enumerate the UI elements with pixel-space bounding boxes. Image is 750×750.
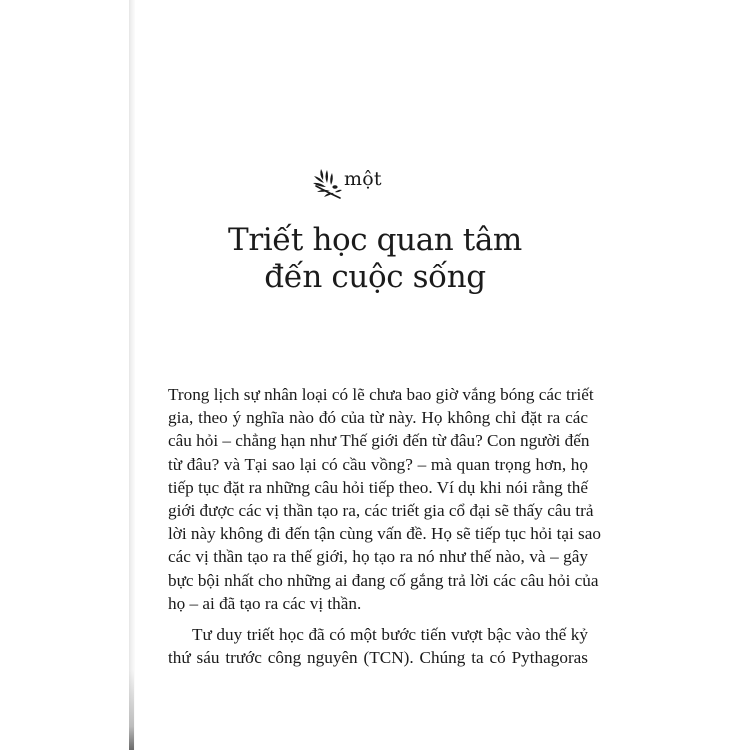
text-line: lời này không đi đến tận cùng vấn đề. Họ sẽ tiếp tục hỏi tại sao <box>168 524 601 544</box>
chapter-title-line-2: đến cuộc sống <box>264 259 486 295</box>
text-line: câu hỏi – chẳng hạn như Thế giới đến từ đâu? Con người đến <box>168 431 590 451</box>
text-line: bực bội nhất cho những ai đang cố gắng trả lời các câu hỏi của <box>168 570 599 590</box>
text-line: tiếp tục đặt ra những câu hỏi tiếp theo. Ví dụ khi nói rằng thế <box>168 477 588 497</box>
chapter-number: một <box>344 168 382 190</box>
text-line: Trong lịch sự nhân loại có lẽ chưa bao giờ vắng bóng các triết <box>168 385 594 404</box>
text-line: họ – ai đã tạo ra các vị thần. <box>168 593 362 613</box>
olive-branch-icon <box>313 166 343 200</box>
body-text <box>168 383 601 669</box>
text-line: từ đâu? và Tại sao lại có cầu vồng? – mà quan trọng hơn, họ <box>168 454 588 474</box>
text-line: gia, theo ý nghĩa nào đó của từ này. Họ không chỉ đặt ra các <box>168 408 588 428</box>
chapter-title-line-1: Triết học quan tâm <box>228 222 522 258</box>
text-line: giới được các vị thần tạo ra, các triết gia cổ đại sẽ thấy câu trả <box>168 501 594 521</box>
text-line: thứ sáu trước công nguyên (TCN). Chúng ta có Pythagoras <box>168 648 588 668</box>
text-line: Tư duy triết học đã có một bước tiến vượt bậc vào thế kỷ <box>192 625 588 645</box>
paragraph-2 <box>168 623 588 669</box>
paragraph-1 <box>168 383 601 615</box>
chapter-title <box>140 222 610 296</box>
chapter-marker <box>313 166 382 202</box>
page-edge-shadow <box>129 0 135 750</box>
text-line: các vị thần tạo ra thế giới, họ tạo ra nó như thế nào, và – gây <box>168 547 588 567</box>
